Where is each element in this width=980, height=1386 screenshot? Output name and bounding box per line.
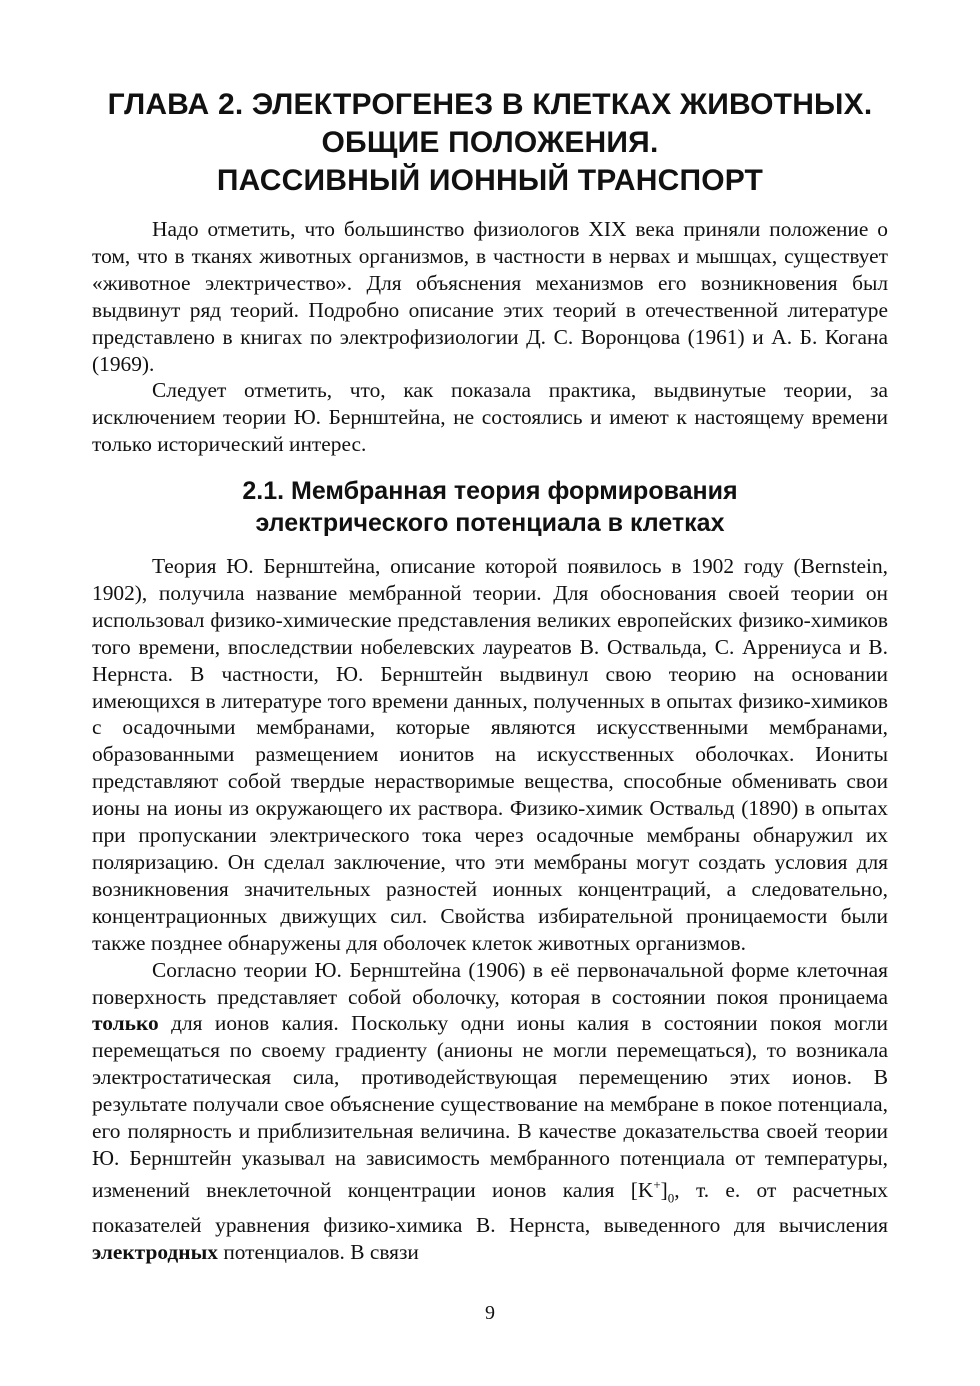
- chapter-title-line-3: ПАССИВНЫЙ ИОННЫЙ ТРАНСПОРТ: [216, 164, 764, 197]
- body-paragraph-2-text-c: , т. е. от расчетных показателей уравнения физико-химика В. Нернста, выведенного для вычисления: [92, 1177, 888, 1238]
- section-heading-line-1: [60, 475, 920, 507]
- section-title-line-1: Мембранная теория формирования: [291, 477, 738, 505]
- section-title-line-2: электрического потенциала в клетках: [255, 509, 725, 537]
- body-paragraph-2-text-a: Согласно теории Ю. Бернштейна (1906) в её первоначальной форме клеточная поверхность представляет собой оболочку, которая в состоянии покоя проницаема: [92, 957, 888, 1009]
- section-body: [92, 553, 888, 1266]
- body-paragraph-2-text-d: потенциалов. В связи: [217, 1240, 419, 1265]
- intro-text: [92, 216, 888, 458]
- outside-subscript: 0: [667, 1190, 675, 1206]
- emphasis-electrode: электродных: [92, 1240, 218, 1265]
- body-paragraph-1: Теория Ю. Бернштейна, описание которой появилось в 1902 году (Bernstein, 1902), получила название мембранной теории. Для обоснования своей теории он использовал физико-химические представления великих европейских физико-химиков того времени, впоследствии нобелевских лауреатов В. Оствальда, С. Аррениуса и В. Нернста. В частности, Ю. Бернштейн выдвинул свою теорию на основании имеющихся в литературе того времени данных, полученных в опытах физико-химиков с осадочными мембранами, которые являются искусственными мембранами, образованными размещением ионитов на искусственных оболочках. Иониты представляют собой твердые нерастворимые вещества, способные обменивать свои ионы на ионы из окружающего их раствора. Физико-химик Оствальд (1890) в опытах при пропускании электрического тока через осадочные мембраны обнаружил их поляризацию. Он сделал заключение, что эти мембраны могут создать условия для возникновения значительных разностей ионных концентраций, а следовательно, концентрационных движущих сил. Свойства избирательной проницаемости были также позднее обнаружены для оболочек клеток животных организмов.: [92, 554, 888, 955]
- chapter-title-line-1: ГЛАВА 2. ЭЛЕКТРОГЕНЕЗ В КЛЕТКАХ ЖИВОТНЫХ.: [107, 88, 873, 121]
- chapter-title: [60, 86, 920, 200]
- body-paragraph-2-text-b: для ионов калия. Поскольку одни ионы калия в состоянии покоя могли перемещаться по своему градиенту (анионы не могли перемещаться), то возникала электростатическая сила, противодействующая перемещению этих ионов. В результате получали свое объяснение существование на мембране в покое потенциала, его полярность и приблизительная величина. В качестве доказательства своей теории Ю. Бернштейн указывал на зависимость мембранного потенциала от температуры, изменений внеклеточной концентрации ионов калия [K: [92, 1011, 888, 1202]
- potassium-charge-superscript: +: [653, 1176, 661, 1192]
- emphasis-only: только: [92, 1011, 159, 1036]
- chapter-title-line-2: ОБЩИЕ ПОЛОЖЕНИЯ.: [321, 126, 659, 159]
- section-heading: [60, 475, 920, 539]
- intro-paragraph-1: Надо отметить, что большинство физиологов XIX века приняли положение о том, что в тканях животных организмов, в частности в нервах и мышцах, существует «животное электричество». Для объяснения механизмов его возникновения был выдвинут ряд теорий. Подробно описание этих теорий в отечественной литературе представлено в книгах по электрофизиологии Д. С. Воронцова (1961) и А. Б. Когана (1969).: [92, 217, 888, 376]
- body-paragraph-2: [92, 957, 888, 1266]
- bracket-close: ]: [660, 1177, 668, 1202]
- section-number: 2.1.: [242, 477, 285, 505]
- page-number: 9: [485, 1302, 495, 1324]
- intro-paragraph-2: Следует отметить, что, как показала практика, выдвинутые теории, за исключением теории Ю. Бернштейна, не состоялись и имеют к настоящему времени только исторический интерес.: [92, 378, 888, 457]
